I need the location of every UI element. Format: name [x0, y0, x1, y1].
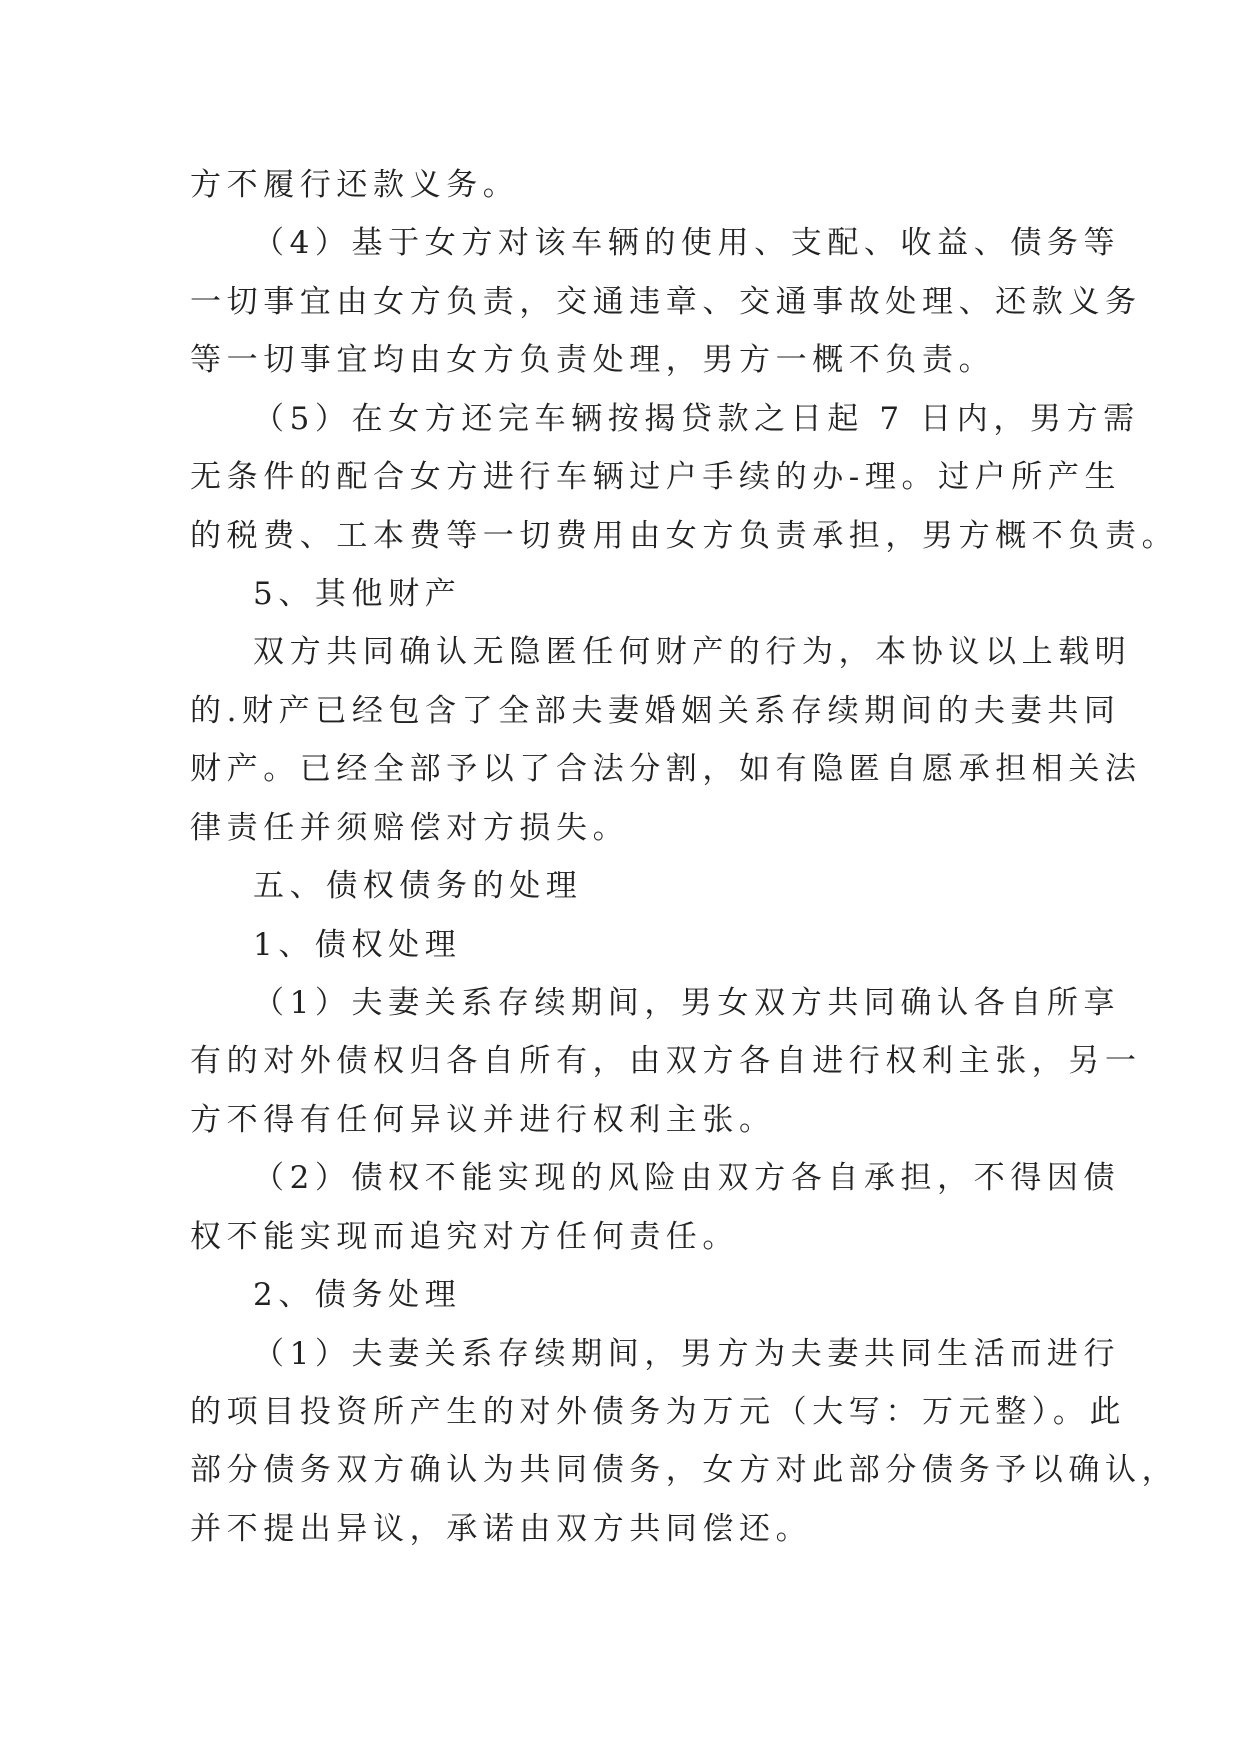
text-line: 权不能实现而追究对方任何责任。	[190, 1219, 739, 1255]
text-line: （2）债权不能实现的风险由双方各自承担，不得因债	[253, 1160, 1121, 1196]
text-line: 方不履行还款义务。	[190, 167, 520, 203]
text-line: （5）在女方还完车辆按揭贷款之日起 7 日内，男方需	[253, 401, 1140, 437]
text-line: 律责任并须赔偿对方损失。	[190, 810, 630, 846]
text-line: （1）夫妻关系存续期间，男方为夫妻共同生活而进行	[253, 1336, 1121, 1372]
text-line: 的.财产已经包含了全部夫妻婚姻关系存续期间的夫妻共同	[190, 693, 1121, 729]
text-line: 并不提出异议，承诺由双方共同偿还。	[190, 1511, 813, 1547]
text-line: （4）基于女方对该车辆的使用、支配、收益、债务等	[253, 225, 1121, 261]
section-heading: 2、债务处理	[253, 1277, 462, 1313]
text-line: 部分债务双方确认为共同债务，女方对此部分债务予以确认，	[190, 1452, 1179, 1488]
text-line: （1）夫妻关系存续期间，男女双方共同确认各自所享	[253, 985, 1121, 1021]
text-line: 等一切事宜均由女方负责处理，男方一概不负责。	[190, 342, 996, 378]
text-line: 无条件的配合女方进行车辆过户手续的办-理。过户所产生	[190, 459, 1122, 495]
text-line: 双方共同确认无隐匿任何财产的行为，本协议以上载明	[253, 634, 1132, 670]
text-line: 财产。已经全部予以了合法分割，如有隐匿自愿承担相关法	[190, 751, 1142, 787]
text-line: 一切事宜由女方负责，交通违章、交通事故处理、还款义务	[190, 284, 1142, 320]
text-line: 方不得有任何异议并进行权利主张。	[190, 1102, 776, 1138]
text-line: 的税费、工本费等一切费用由女方负责承担，男方概不负责。	[190, 518, 1179, 554]
section-heading: 1、债权处理	[253, 927, 462, 963]
section-heading: 五、债权债务的处理	[253, 868, 583, 904]
text-line: 有的对外债权归各自所有，由双方各自进行权利主张，另一	[190, 1043, 1142, 1079]
section-heading: 5、其他财产	[253, 576, 462, 612]
text-line: 的项目投资所产生的对外债务为万元（大写：万元整）。此	[190, 1394, 1127, 1430]
